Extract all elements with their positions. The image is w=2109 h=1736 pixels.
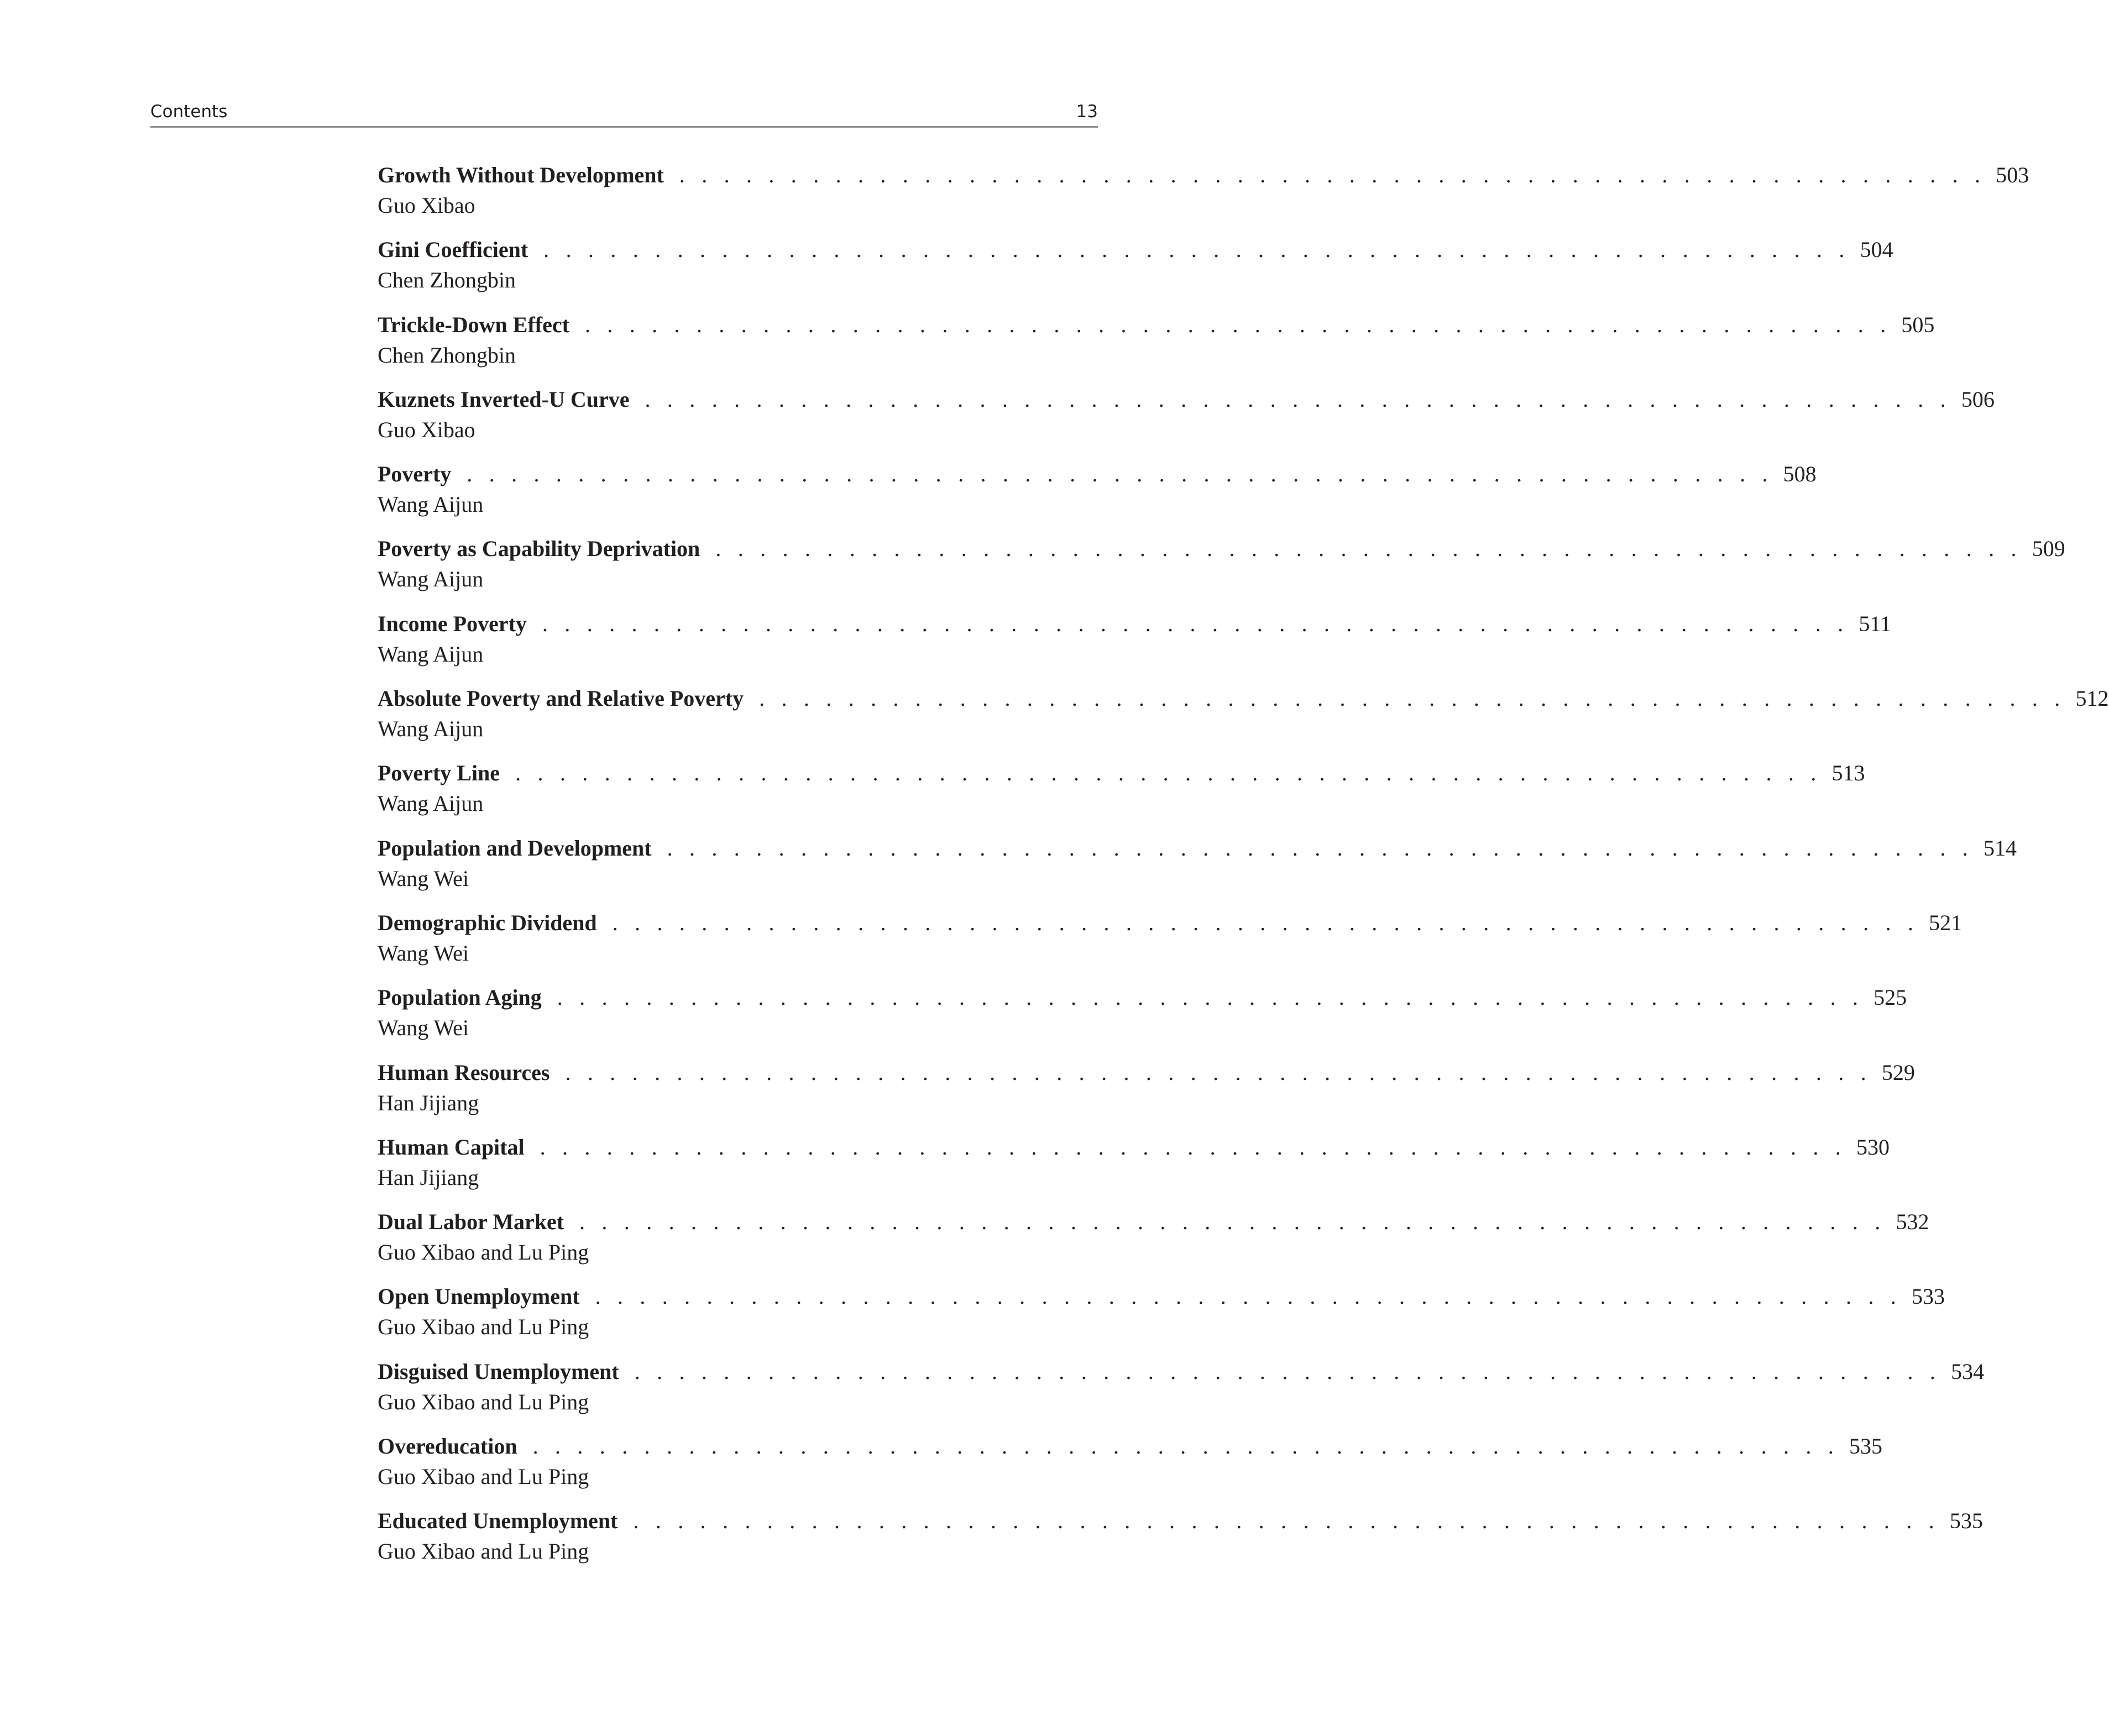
toc-entry[interactable] [378, 1505, 1983, 1580]
entry-page-number: 508 [1783, 461, 1817, 487]
dot-leader: . . . . . . . . . . . . . . . . . . . . . . . . . . . . . . . . . . . . . . . . . . . . . . . . . . . . . . . . . . . [584, 312, 1892, 337]
entry-author: Chen Zhongbin [378, 342, 516, 368]
entry-page-number: 535 [1849, 1434, 1882, 1459]
dot-leader: . . . . . . . . . . . . . . . . . . . . . . . . . . . . . . . . . . . . . . . . . . . . . . . . . . . . . . . . . . . [579, 1209, 1886, 1235]
entry-title[interactable]: Gini Coefficient [378, 237, 528, 263]
toc-entry[interactable] [378, 907, 1963, 982]
entry-author: Guo Xibao [378, 193, 475, 218]
toc-entry[interactable] [378, 982, 1907, 1056]
entry-title[interactable]: Dual Labor Market [378, 1209, 564, 1235]
page-header [150, 99, 1098, 128]
entry-page-number: 509 [2032, 536, 2065, 562]
dot-leader: . . . . . . . . . . . . . . . . . . . . . . . . . . . . . . . . . . . . . . . . . . . . . . . . . . . . . . . . . . . [612, 910, 1919, 935]
dot-leader: . . . . . . . . . . . . . . . . . . . . . . . . . . . . . . . . . . . . . . . . . . . . . . . . . . . . . . . . . . . [715, 536, 2022, 562]
dot-leader: . . . . . . . . . . . . . . . . . . . . . . . . . . . . . . . . . . . . . . . . . . . . . . . . . . . . . . . . . . . [557, 985, 1864, 1010]
entry-author: Guo Xibao and Lu Ping [378, 1539, 589, 1564]
dot-leader: . . . . . . . . . . . . . . . . . . . . . . . . . . . . . . . . . . . . . . . . . . . . . . . . . . . . . . . . . . . [543, 237, 1850, 263]
entry-author: Wang Wei [378, 866, 469, 891]
entry-author: Han Jijiang [378, 1165, 479, 1190]
entry-title[interactable]: Trickle-Down Effect [378, 312, 569, 337]
dot-leader: . . . . . . . . . . . . . . . . . . . . . . . . . . . . . . . . . . . . . . . . . . . . . . . . . . . . . . . . . . . [532, 1434, 1839, 1459]
entry-title[interactable]: Population Aging [378, 985, 542, 1010]
entry-author: Wang Aijun [378, 791, 484, 816]
entry-page-number: 506 [1961, 386, 1995, 412]
dot-leader: . . . . . . . . . . . . . . . . . . . . . . . . . . . . . . . . . . . . . . . . . . . . . . . . . . . . . . . . . . . [645, 386, 1951, 412]
dot-leader: . . . . . . . . . . . . . . . . . . . . . . . . . . . . . . . . . . . . . . . . . . . . . . . . . . . . . . . . . . . [679, 162, 1986, 187]
entry-title[interactable]: Poverty Line [378, 761, 500, 786]
entry-title[interactable]: Demographic Dividend [378, 910, 597, 935]
entry-author: Wang Wei [378, 1015, 469, 1041]
entry-title[interactable]: Overeducation [378, 1434, 517, 1459]
entry-author: Han Jijiang [378, 1090, 479, 1115]
dot-leader: . . . . . . . . . . . . . . . . . . . . . . . . . . . . . . . . . . . . . . . . . . . . . . . . . . . . . . . . . . . [515, 761, 1822, 786]
entry-page-number: 503 [1996, 162, 2029, 187]
toc-entry[interactable] [378, 1206, 1929, 1281]
entry-author: Wang Aijun [378, 492, 484, 517]
toc-entry[interactable] [378, 832, 2017, 907]
dot-leader: . . . . . . . . . . . . . . . . . . . . . . . . . . . . . . . . . . . . . . . . . . . . . . . . . . . . . . . . . . . [540, 1134, 1847, 1160]
entry-title[interactable]: Kuznets Inverted-U Curve [378, 386, 630, 412]
entry-page-number: 535 [1949, 1508, 1983, 1534]
entry-author: Guo Xibao and Lu Ping [378, 1464, 589, 1490]
entry-title[interactable]: Absolute Poverty and Relative Poverty [378, 686, 744, 711]
entry-page-number: 521 [1929, 910, 1963, 935]
toc-entry[interactable] [378, 234, 1893, 308]
entry-author: Wang Aijun [378, 641, 484, 667]
entry-title[interactable]: Open Unemployment [378, 1284, 580, 1309]
dot-leader: . . . . . . . . . . . . . . . . . . . . . . . . . . . . . . . . . . . . . . . . . . . . . . . . . . . . . . . . . . . [634, 1359, 1941, 1384]
entry-author: Chen Zhongbin [378, 268, 516, 293]
toc-entry[interactable] [378, 384, 1995, 458]
dot-leader: . . . . . . . . . . . . . . . . . . . . . . . . . . . . . . . . . . . . . . . . . . . . . . . . . . . . . . . . . . . [542, 611, 1849, 636]
toc-entry[interactable] [378, 458, 1817, 533]
entry-page-number: 530 [1856, 1134, 1890, 1160]
dot-leader: . . . . . . . . . . . . . . . . . . . . . . . . . . . . . . . . . . . . . . . . . . . . . . . . . . . . . . . . . . . [467, 461, 1773, 487]
entry-author: Wang Wei [378, 940, 469, 966]
toc-entry[interactable] [378, 1430, 1882, 1505]
entry-page-number: 504 [1860, 237, 1893, 263]
entry-title[interactable]: Disguised Unemployment [378, 1359, 619, 1384]
entry-page-number: 505 [1901, 312, 1935, 337]
entry-page-number: 529 [1881, 1060, 1915, 1085]
entry-author: Guo Xibao and Lu Ping [378, 1389, 589, 1414]
entry-title[interactable]: Human Resources [378, 1060, 550, 1085]
entry-page-number: 514 [1984, 835, 2017, 861]
entry-title[interactable]: Educated Unemployment [378, 1508, 618, 1534]
entry-page-number: 513 [1831, 761, 1865, 786]
entry-page-number: 534 [1951, 1359, 1985, 1384]
toc-entry[interactable] [378, 757, 1865, 832]
toc-entry[interactable] [378, 1281, 1945, 1355]
entry-page-number: 511 [1859, 611, 1891, 636]
entry-page-number: 532 [1896, 1209, 1929, 1235]
entry-page-number: 525 [1873, 985, 1907, 1010]
running-head-page-number: 13 [1076, 102, 1098, 122]
entry-author: Wang Aijun [378, 567, 484, 592]
entry-author: Guo Xibao and Lu Ping [378, 1314, 589, 1340]
dot-leader: . . . . . . . . . . . . . . . . . . . . . . . . . . . . . . . . . . . . . . . . . . . . . . . . . . . . . . . . . . . [759, 686, 2066, 711]
entry-page-number: 533 [1911, 1284, 1945, 1309]
entry-title[interactable]: Poverty as Capability Deprivation [378, 536, 700, 562]
toc-entry[interactable] [378, 1356, 1985, 1430]
entry-title[interactable]: Growth Without Development [378, 162, 664, 187]
toc-entry[interactable] [378, 533, 2065, 607]
dot-leader: . . . . . . . . . . . . . . . . . . . . . . . . . . . . . . . . . . . . . . . . . . . . . . . . . . . . . . . . . . . [633, 1508, 1940, 1534]
entry-title[interactable]: Human Capital [378, 1134, 525, 1160]
entry-author: Guo Xibao and Lu Ping [378, 1240, 589, 1265]
toc-entry[interactable] [378, 608, 1891, 683]
entry-title[interactable]: Poverty [378, 461, 452, 487]
entry-title[interactable]: Population and Development [378, 835, 652, 861]
toc-entry[interactable] [378, 309, 1935, 384]
toc-entry[interactable] [378, 159, 2029, 234]
entry-title[interactable]: Income Poverty [378, 611, 527, 636]
entry-author: Wang Aijun [378, 716, 484, 742]
dot-leader: . . . . . . . . . . . . . . . . . . . . . . . . . . . . . . . . . . . . . . . . . . . . . . . . . . . . . . . . . . . [595, 1284, 1902, 1309]
dot-leader: . . . . . . . . . . . . . . . . . . . . . . . . . . . . . . . . . . . . . . . . . . . . . . . . . . . . . . . . . . . [667, 835, 1974, 861]
toc-entry[interactable] [378, 1131, 1890, 1206]
entry-page-number: 512 [2075, 686, 2109, 711]
running-head-title: Contents [150, 102, 228, 122]
table-of-contents [378, 159, 2109, 1580]
toc-entry[interactable] [378, 683, 2109, 757]
dot-leader: . . . . . . . . . . . . . . . . . . . . . . . . . . . . . . . . . . . . . . . . . . . . . . . . . . . . . . . . . . . [565, 1060, 1872, 1085]
entry-author: Guo Xibao [378, 417, 475, 442]
toc-entry[interactable] [378, 1057, 1915, 1131]
